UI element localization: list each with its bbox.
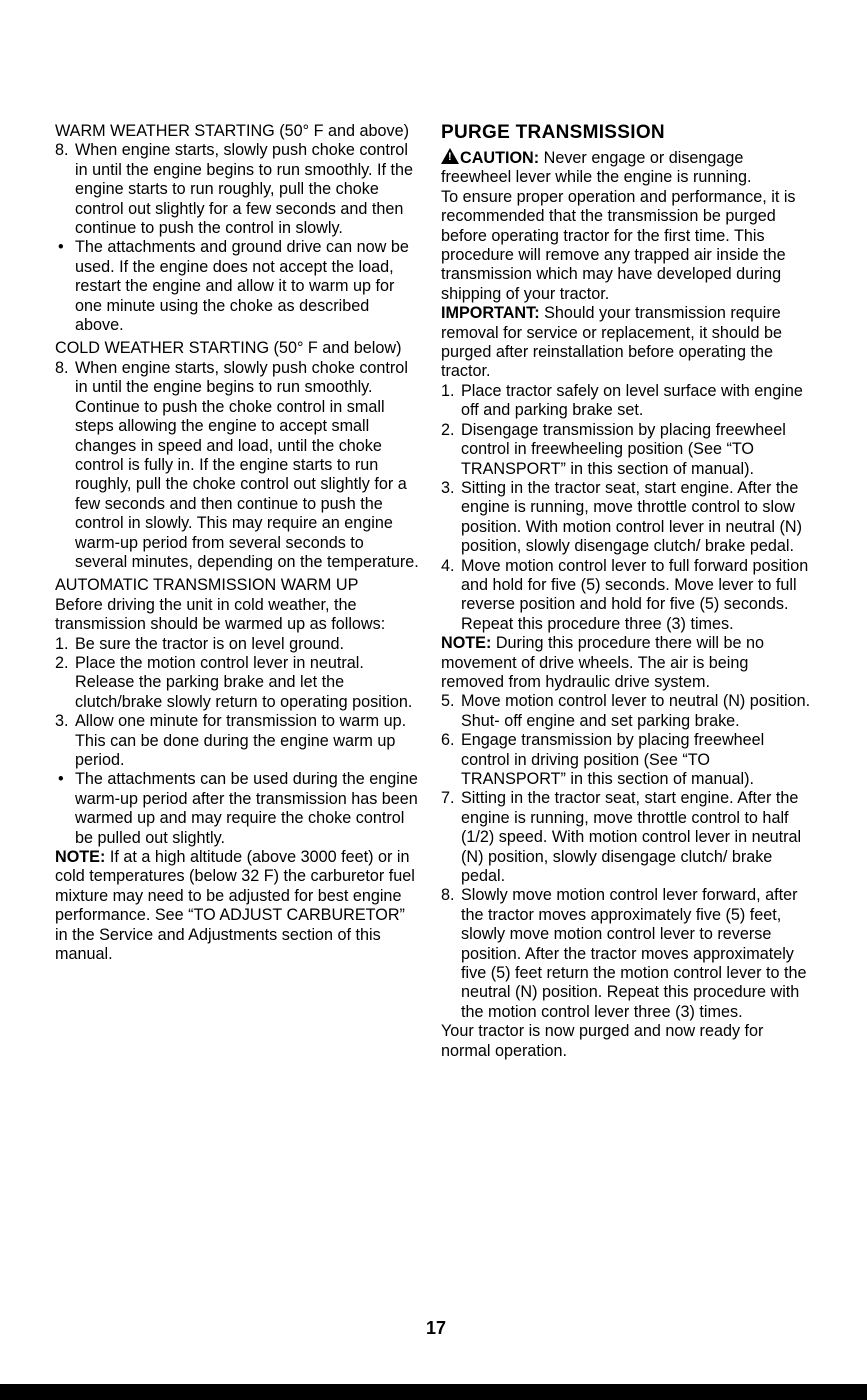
step-text: Allow one minute for transmission to warm up. This can be done during the engine warm up period.: [75, 712, 407, 769]
numbered-step: [441, 886, 813, 1022]
bullet-text: The attachments and ground drive can now be used. If the engine does not accept the load, restart the engine and allow it to warm up for one minute using the choke as described above.: [75, 238, 409, 335]
step-number: 8.: [55, 358, 69, 377]
bullet-icon: •: [58, 770, 64, 789]
purge-intro: To ensure proper operation and performance, it is recommended that the transmission be purged before operating tractor for the first time. This procedure will remove any trapped air inside the transmission which may have developed during shipping of your tractor.: [441, 187, 796, 303]
step-number: 2.: [55, 653, 69, 672]
numbered-step: [55, 712, 420, 770]
purge-steps-list-b: [441, 692, 813, 1022]
step-number: 8.: [55, 141, 69, 160]
important-label: IMPORTANT:: [441, 304, 540, 323]
step-text: Move motion control lever to neutral (N) position. Shut- off engine and set parking brake.: [461, 692, 811, 730]
step-number: 3.: [55, 712, 69, 731]
note-text: If at a high altitude (above 3000 feet) or in cold temperatures (below 32 F) the carburetor fuel mixture may need to be adjusted for best engine performance. See “TO ADJUST CARBURETOR” in the Service and Adjustments section of this manual.: [55, 848, 415, 964]
automatic-transmission-heading: AUTOMATIC TRANSMISSION WARM UP: [55, 576, 359, 595]
bullet-text: The attachments can be used during the engine warm-up period after the transmission has been warmed up and may require the choke control be pulled out slightly.: [75, 770, 418, 847]
caution-label: CAUTION:: [460, 149, 540, 167]
numbered-step: [441, 692, 813, 731]
step-text: Sitting in the tractor seat, start engine. After the engine is running, move throttle control to slow position. With motion control lever in neutral (N) position, slowly disengage clutch/ brake pedal.: [461, 478, 802, 556]
step-text: Move motion control lever to full forward position and hold for five (5) seconds. Move lever to full reverse position and hold for five (5) seconds. Repeat this procedure three (3) times.: [461, 556, 809, 633]
numbered-step: [55, 654, 420, 712]
step-text: Be sure the tractor is on level ground.: [75, 634, 345, 653]
caution-paragraph: [441, 148, 813, 188]
note-text: During this procedure there will be no movement of drive wheels. The air is being removed from hydraulic drive system.: [441, 634, 764, 691]
step-number: 5.: [441, 692, 455, 711]
warm-weather-heading: WARM WEATHER STARTING (50° F and above): [55, 122, 409, 140]
step-text: Place tractor safely on level surface with engine off and parking brake set.: [461, 381, 803, 420]
bullet-icon: •: [58, 238, 64, 257]
right-note: [441, 634, 813, 692]
step-number: 1.: [55, 634, 69, 653]
auto-intro: Before driving the unit in cold weather, the transmission should be warmed up as follows:: [55, 595, 386, 634]
left-column: [55, 122, 420, 964]
step-number: 3.: [441, 478, 455, 497]
numbered-step: [441, 557, 813, 635]
numbered-step: [441, 382, 813, 421]
step-number: 1.: [441, 381, 455, 400]
important-text: Should your transmission require removal for service or replacement, it should be purged after reinstallation before operating the tractor.: [441, 304, 782, 381]
step-text: Slowly move motion control lever forward, after the tractor moves approximately five (5) feet, slowly move motion control lever to reverse position. After the tractor moves approximately five (5) feet return the motion control lever to the neutral (N) position. Repeat this procedure with the motion control lever three (3) times.: [461, 886, 807, 1021]
step-text: Sitting in the tractor seat, start engine. After the engine is running, move throttle control to half (1/2) speed. With motion control lever in neutral (N) position, slowly disengage clutch/ brake pedal.: [461, 789, 802, 886]
caution-text: Never engage or disengage freewheel lever while the engine is running.: [441, 149, 752, 187]
numbered-step: [441, 789, 813, 886]
numbered-step: [441, 421, 813, 479]
step-text: Disengage transmission by placing freewheel control in freewheeling position (See “TO TRANSPORT” in this section of manual).: [461, 420, 786, 478]
purge-transmission-title: PURGE TRANSMISSION: [441, 122, 665, 143]
numbered-step: [55, 635, 420, 654]
warm-step-8: [55, 141, 420, 238]
step-number: 4.: [441, 556, 455, 575]
note-label: NOTE:: [55, 848, 106, 867]
step-text: When engine starts, slowly push choke control in until the engine begins to run smoothly. If the engine starts to run roughly, pull the choke control out slightly for a few seconds and then continue to push the control in slowly.: [75, 141, 414, 238]
auto-bullet: [55, 770, 420, 848]
bottom-border: [0, 1384, 867, 1400]
numbered-step: [441, 731, 813, 789]
step-text: Engage transmission by placing freewheel control in driving position (See “TO TRANSPORT” in this section of manual).: [461, 731, 765, 788]
cold-step-8: [55, 359, 420, 572]
important-paragraph: [441, 304, 813, 382]
step-text: Place the motion control lever in neutral. Release the parking brake and let the clutch/brake slowly return to operating position.: [75, 653, 413, 711]
step-number: 8.: [441, 886, 455, 905]
right-column: [441, 122, 813, 1061]
numbered-step: [441, 479, 813, 557]
purge-steps-list-a: [441, 382, 813, 634]
step-number: 2.: [441, 420, 455, 439]
cold-weather-heading: COLD WEATHER STARTING (50° F and below): [55, 339, 402, 358]
left-note: [55, 848, 420, 964]
closing-paragraph: Your tractor is now purged and now ready for normal operation.: [441, 1022, 764, 1060]
note-label: NOTE:: [441, 634, 492, 653]
step-number: 6.: [441, 731, 455, 750]
page-number: 17: [426, 1318, 447, 1338]
step-text: When engine starts, slowly push choke control in until the engine begins to run smoothly. Continue to push the choke control in small steps allowing the engine to accept small changes in speed and load, until the choke control is fully in. If the engine starts to run roughly, pull the choke control out slightly for a few seconds and then continue to push the control in slowly. This may require an engine warm-up period from several seconds to several minutes, depending on the temperature.: [75, 358, 419, 571]
auto-steps-list: [55, 635, 420, 771]
warm-bullet: [55, 238, 420, 335]
warning-triangle-icon: [441, 148, 459, 164]
step-number: 7.: [441, 789, 455, 808]
